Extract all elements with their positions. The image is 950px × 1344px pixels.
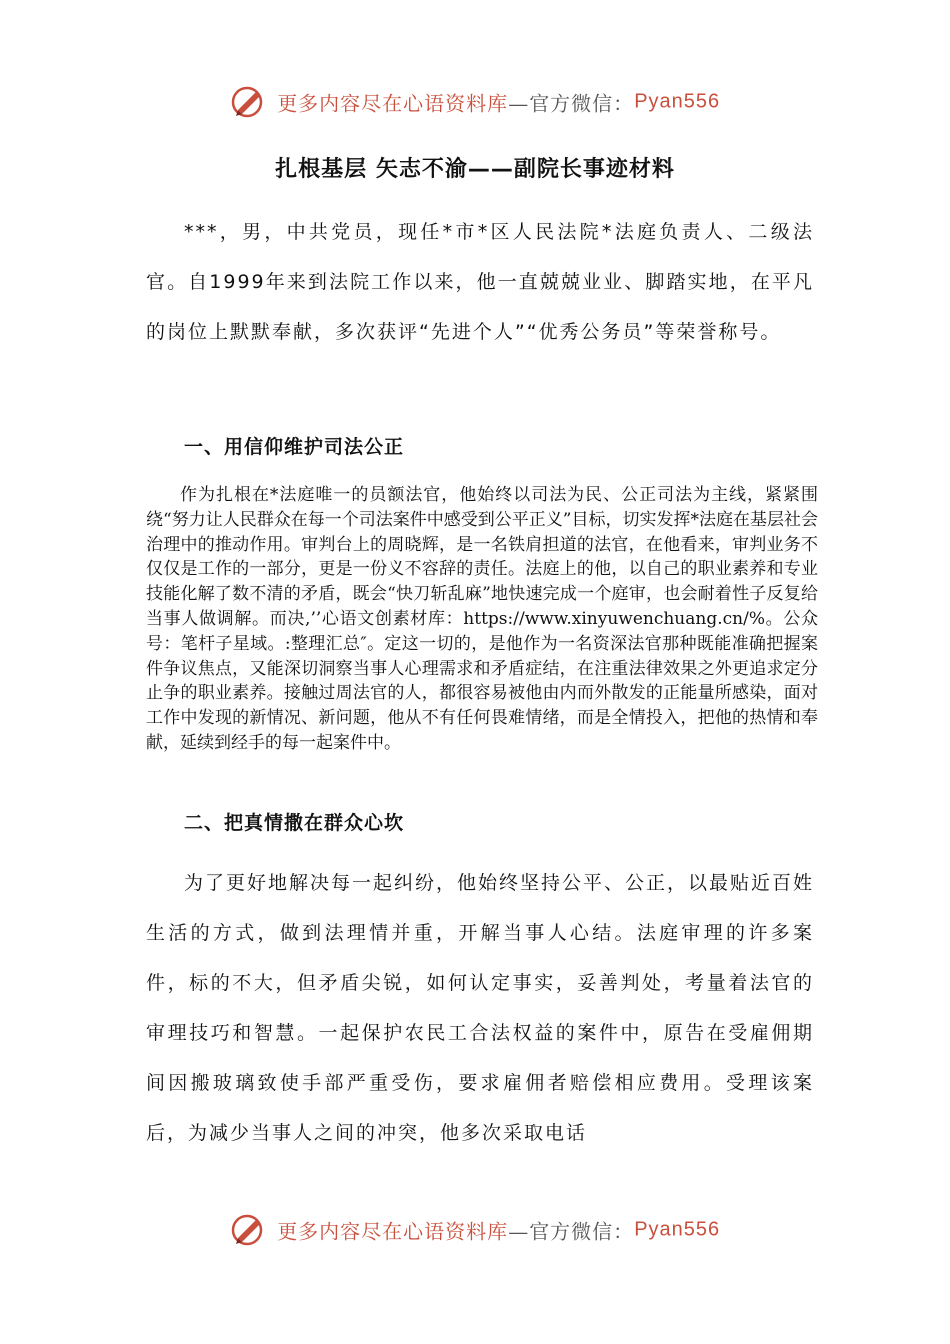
banner-text-label: —官方微信： bbox=[508, 1219, 635, 1244]
banner-text-label: —官方微信： bbox=[508, 91, 635, 116]
section-heading-2: 二、把真情撒在群众心坎 bbox=[184, 812, 405, 834]
section-heading-1: 一、用信仰维护司法公正 bbox=[184, 436, 405, 458]
footer-banner bbox=[0, 1212, 950, 1248]
page-title: 扎根基层 矢志不渝——副院长事迹材料 bbox=[275, 157, 675, 182]
pen-circle-logo-icon bbox=[230, 84, 266, 120]
banner-wechat-id: Pyan556 bbox=[634, 90, 721, 113]
banner-wechat-id: Pyan556 bbox=[634, 1218, 721, 1241]
section-1-paragraph: 作为扎根在*法庭唯一的员额法官，他始终以司法为民、公正司法为主线，紧紧围绕“努力让人民群众在每一个司法案件中感受到公平正义”目标，切实发挥*法庭在基层社会治理中的推动作用。审判台上的周晓辉，是一名铁肩担道的法官，在他看来，审判业务不仅仅是工作的一部分，更是一份义不容辞的责任。法庭上的他，以自己的职业素养和专业技能化解了数不清的矛盾，既会“快刀斩乱麻”地快速完成一个庭审，也会耐着性子反复给当事人做调解。而决,’’心语文创素材库：https://www.xinyuwenchuang.cn/%。公众号：笔杆子星域。:整理汇总″。定这一切的，是他作为一名资深法官那种既能准确把握案件争议焦点，又能深切洞察当事人心理需求和矛盾症结，在注重法律效果之外更追求定分止争的职业素养。接触过周法官的人，都很容易被他由内而外散发的正能量所感染，面对工作中发现的新情况、新问题，他从不有任何畏难情绪，而是全情投入，把他的热情和奉献，延续到经手的每一起案件中。 bbox=[146, 485, 818, 753]
intro-paragraph: ***，男，中共党员，现任*市*区人民法院*法庭负责人、二级法官。自1999年来到法院工作以来，他一直兢兢业业、脚踏实地，在平凡的岗位上默默奉献，多次获评“先进个人”“优秀公务员”等荣誉称号。 bbox=[146, 221, 814, 343]
header-banner bbox=[0, 84, 950, 120]
banner-text-main: 更多内容尽在心语资料库 bbox=[277, 1219, 509, 1244]
section-2-paragraph: 为了更好地解决每一起纠纷，他始终坚持公平、公正，以最贴近百姓生活的方式，做到法理情并重，开解当事人心结。法庭审理的许多案件，标的不大，但矛盾尖锐，如何认定事实，妥善判处，考量着法官的审理技巧和智慧。一起保护农民工合法权益的案件中，原告在受雇佣期间因搬玻璃致使手部严重受伤，要求雇佣者赔偿相应费用。受理该案后，为减少当事人之间的冲突，他多次采取电话 bbox=[146, 872, 815, 1144]
banner-text-main: 更多内容尽在心语资料库 bbox=[277, 91, 509, 116]
pen-circle-logo-icon bbox=[230, 1212, 266, 1248]
